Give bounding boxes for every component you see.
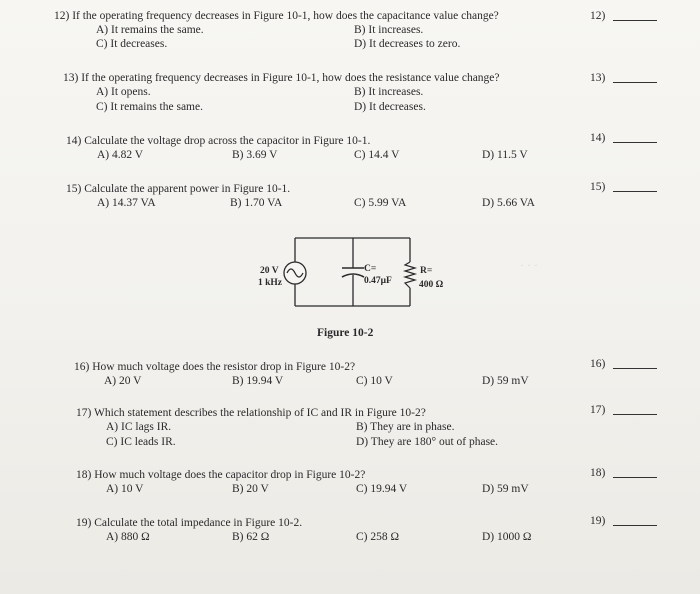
- question-15-answer[interactable]: [590, 180, 657, 194]
- ac-source-symbol: [284, 262, 306, 284]
- answer-blank[interactable]: [613, 414, 657, 415]
- question-17-option-d[interactable]: D) They are 180° out of phase.: [356, 436, 499, 448]
- question-16-prompt: 16) How much voltage does the resistor drop in Figure 10-2?: [74, 361, 356, 373]
- answer-blank[interactable]: [613, 142, 657, 143]
- circuit-diagram: [230, 228, 450, 318]
- question-16-answer[interactable]: [590, 357, 657, 371]
- resistor-symbol: [405, 262, 415, 288]
- question-14-option-b[interactable]: B) 3.69 V: [232, 149, 278, 161]
- question-17-answer[interactable]: [590, 403, 657, 417]
- resistor-value: 400 Ω: [419, 280, 444, 290]
- question-14-option-c[interactable]: C) 14.4 V: [354, 149, 400, 161]
- answer-label: 14): [590, 132, 606, 144]
- figure-caption: Figure 10-2: [317, 327, 374, 339]
- capacitor-value: 0.47μF: [364, 276, 392, 286]
- question-18-answer[interactable]: [590, 466, 657, 480]
- question-13-option-c[interactable]: C) It remains the same.: [96, 101, 203, 113]
- question-16-option-d[interactable]: D) 59 mV: [482, 375, 529, 387]
- source-frequency-label: 1 kHz: [258, 278, 283, 288]
- circuit-wires: [295, 238, 410, 306]
- question-17-option-b[interactable]: B) They are in phase.: [356, 421, 455, 433]
- source-voltage-label: 20 V: [260, 266, 279, 276]
- question-18-option-a[interactable]: A) 10 V: [106, 483, 144, 495]
- question-19-option-a[interactable]: A) 880 Ω: [106, 531, 150, 543]
- question-18-option-b[interactable]: B) 20 V: [232, 483, 269, 495]
- question-13-option-a[interactable]: A) It opens.: [96, 86, 151, 98]
- answer-label: 16): [590, 358, 606, 370]
- question-12-answer[interactable]: [590, 9, 657, 23]
- question-13-option-b[interactable]: B) It increases.: [354, 86, 424, 98]
- question-18-option-c[interactable]: C) 19.94 V: [356, 483, 408, 495]
- question-12-option-c[interactable]: C) It decreases.: [96, 38, 168, 50]
- question-14-option-a[interactable]: A) 4.82 V: [97, 149, 144, 161]
- question-16-option-c[interactable]: C) 10 V: [356, 375, 393, 387]
- answer-blank[interactable]: [613, 191, 657, 192]
- resistor-label: R=: [420, 266, 433, 276]
- answer-label: 13): [590, 72, 606, 84]
- question-17-prompt: 17) Which statement describes the relationship of IC and IR in Figure 10-2?: [76, 407, 426, 419]
- question-15-prompt: 15) Calculate the apparent power in Figure 10-1.: [66, 183, 291, 195]
- answer-blank[interactable]: [613, 82, 657, 83]
- question-15-option-d[interactable]: D) 5.66 VA: [482, 197, 535, 209]
- question-16-option-b[interactable]: B) 19.94 V: [232, 375, 284, 387]
- answer-blank[interactable]: [613, 477, 657, 478]
- question-14-answer[interactable]: [590, 131, 657, 145]
- question-15-option-b[interactable]: B) 1.70 VA: [230, 197, 283, 209]
- question-15-option-c[interactable]: C) 5.99 VA: [354, 197, 407, 209]
- answer-label: 15): [590, 181, 606, 193]
- answer-blank[interactable]: [613, 20, 657, 21]
- question-14-prompt: 14) Calculate the voltage drop across the capacitor in Figure 10-1.: [66, 135, 371, 147]
- question-14-option-d[interactable]: D) 11.5 V: [482, 149, 528, 161]
- answer-label: 17): [590, 404, 606, 416]
- question-12-option-d[interactable]: D) It decreases to zero.: [354, 38, 461, 50]
- answer-blank[interactable]: [613, 368, 657, 369]
- question-13-prompt: 13) If the operating frequency decreases in Figure 10-1, how does the resistance value change?: [63, 72, 500, 84]
- bleed-through-text: · · ·: [520, 258, 538, 272]
- question-12-prompt: 12) If the operating frequency decreases in Figure 10-1, how does the capacitance value change?: [54, 10, 499, 22]
- capacitor-label: C=: [364, 264, 377, 274]
- question-13-option-d[interactable]: D) It decreases.: [354, 101, 426, 113]
- question-19-option-c[interactable]: C) 258 Ω: [356, 531, 400, 543]
- question-19-prompt: 19) Calculate the total impedance in Figure 10-2.: [76, 517, 303, 529]
- question-12-option-b[interactable]: B) It increases.: [354, 24, 424, 36]
- question-19-option-b[interactable]: B) 62 Ω: [232, 531, 270, 543]
- question-13-answer[interactable]: [590, 71, 657, 85]
- answer-label: 12): [590, 10, 606, 22]
- question-12-option-a[interactable]: A) It remains the same.: [96, 24, 204, 36]
- question-15-option-a[interactable]: A) 14.37 VA: [97, 197, 156, 209]
- question-17-option-a[interactable]: A) IC lags IR.: [106, 421, 172, 433]
- question-19-option-d[interactable]: D) 1000 Ω: [482, 531, 532, 543]
- answer-blank[interactable]: [613, 525, 657, 526]
- question-18-option-d[interactable]: D) 59 mV: [482, 483, 529, 495]
- question-17-option-c[interactable]: C) IC leads IR.: [106, 436, 176, 448]
- answer-label: 19): [590, 515, 606, 527]
- answer-label: 18): [590, 467, 606, 479]
- question-18-prompt: 18) How much voltage does the capacitor drop in Figure 10-2?: [76, 469, 366, 481]
- question-16-option-a[interactable]: A) 20 V: [104, 375, 142, 387]
- question-19-answer[interactable]: [590, 514, 657, 528]
